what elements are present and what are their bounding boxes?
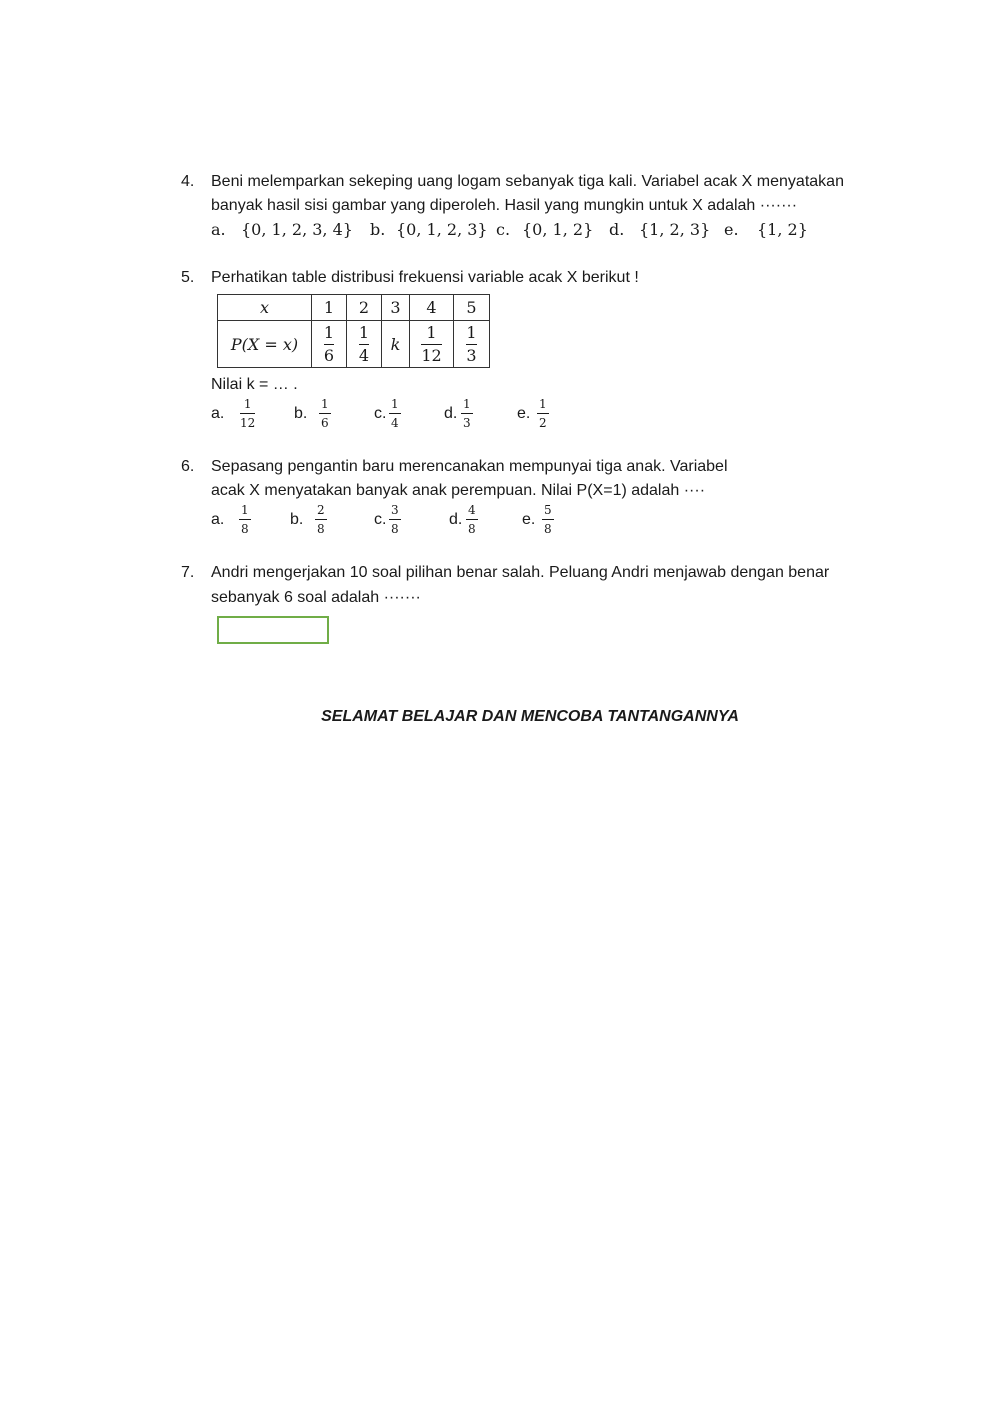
fraction-numerator: 1: [358, 323, 370, 342]
q5-option-c-fraction: [389, 398, 401, 430]
table-cell-x: 3: [382, 295, 410, 321]
q5-option-b-fraction: [319, 398, 331, 430]
table-cell-x: 5: [454, 295, 490, 321]
fraction-numerator: 1: [323, 323, 335, 342]
q6-option-d-letter: d.: [449, 511, 463, 528]
q6-option-e-fraction: [542, 504, 554, 536]
fraction-denominator: 3: [466, 346, 477, 365]
fraction-numerator: 2: [317, 503, 325, 517]
closing-message: SELAMAT BELAJAR DAN MENCOBA TANTANGANNYA: [321, 708, 739, 725]
q6-option-b-letter: b.: [290, 511, 304, 528]
fraction-denominator: 3: [463, 416, 471, 430]
fraction-denominator: 8: [391, 522, 399, 536]
fraction-denominator: 4: [391, 416, 399, 430]
fraction-denominator: 8: [317, 522, 325, 536]
q6-option-b-fraction: [315, 504, 327, 536]
q6-option-e-letter: e.: [522, 511, 536, 528]
q4-option-d-value: {1, 2, 3}: [639, 220, 711, 239]
q5-option-d-fraction: [461, 398, 473, 430]
q5-prompt: Nilai k = … .: [211, 376, 298, 393]
fraction-denominator: 12: [421, 346, 442, 365]
q7-answer-input[interactable]: [217, 616, 329, 644]
q6-option-c-letter: c.: [374, 511, 387, 528]
table-cell-p: [347, 321, 382, 368]
q6-option-a-letter: a.: [211, 511, 225, 528]
table-row-p: [218, 321, 490, 368]
fraction-denominator: 8: [544, 522, 552, 536]
fraction-numerator: 5: [544, 503, 552, 517]
fraction-numerator: 1: [243, 397, 252, 411]
q4-option-a-value: {0, 1, 2, 3, 4}: [241, 220, 353, 239]
q7-number: 7.: [181, 564, 195, 581]
q5-text-line1: Perhatikan table distribusi frekuensi variable acak X berikut !: [211, 269, 639, 286]
fraction-denominator: 8: [468, 522, 476, 536]
q6-option-d-fraction: [466, 504, 478, 536]
q4-number: 4.: [181, 173, 195, 190]
table-cell-p: [410, 321, 454, 368]
q4-option-c-value: {0, 1, 2}: [522, 220, 594, 239]
fraction-denominator: 4: [358, 346, 370, 365]
q5-option-e-letter: e.: [517, 405, 531, 422]
q6-option-c-fraction: [389, 504, 401, 536]
fraction-numerator: 1: [463, 397, 471, 411]
fraction-numerator: 1: [391, 397, 399, 411]
q5-number: 5.: [181, 269, 195, 286]
q5-option-b-letter: b.: [294, 405, 308, 422]
fraction-denominator: 12: [240, 416, 256, 430]
distribution-table: [217, 294, 490, 368]
q4-text-line1: Beni melemparkan sekeping uang logam sebanyak tiga kali. Variabel acak X menyatakan: [211, 173, 844, 190]
q5-option-a-fraction: [240, 398, 255, 430]
fraction-numerator: 3: [391, 503, 399, 517]
q5-option-c-letter: c.: [374, 405, 387, 422]
fraction-numerator: 1: [241, 503, 249, 517]
q5-option-a-letter: a.: [211, 405, 225, 422]
q6-text-line1: Sepasang pengantin baru merencanakan mempunyai tiga anak. Variabel: [211, 458, 728, 475]
fraction-denominator: 8: [241, 522, 249, 536]
fraction-numerator: 1: [466, 323, 477, 342]
q7-text-line1: Andri mengerjakan 10 soal pilihan benar salah. Peluang Andri menjawab dengan benar: [211, 564, 830, 581]
table-header-x: x: [218, 295, 312, 321]
q4-option-a-letter: a.: [211, 220, 226, 239]
q6-number: 6.: [181, 458, 195, 475]
q4-option-e-letter: e.: [724, 220, 739, 239]
q4-option-e-value: {1, 2}: [757, 220, 808, 239]
table-header-p: P(X = x): [218, 321, 312, 368]
table-cell-p-k: k: [382, 321, 410, 368]
q4-option-c-letter: c.: [496, 220, 511, 239]
fraction-numerator: 4: [468, 503, 476, 517]
q4-option-b-letter: b.: [370, 220, 386, 239]
table-cell-x: 2: [347, 295, 382, 321]
table-cell-x: 1: [312, 295, 347, 321]
table-cell-x: 4: [410, 295, 454, 321]
table-cell-p: [454, 321, 490, 368]
q6-option-a-fraction: [239, 504, 251, 536]
fraction-numerator: 1: [321, 397, 329, 411]
q4-text-line2: banyak hasil sisi gambar yang diperoleh. Hasil yang mungkin untuk X adalah ·······: [211, 197, 798, 214]
q4-option-d-letter: d.: [609, 220, 625, 239]
fraction-denominator: 6: [321, 416, 329, 430]
q7-text-line2: sebanyak 6 soal adalah ·······: [211, 589, 421, 606]
fraction-denominator: 2: [539, 416, 547, 430]
fraction-denominator: 6: [323, 346, 335, 365]
fraction-numerator: 1: [539, 397, 547, 411]
fraction-numerator: 1: [426, 323, 437, 342]
q6-text-line2: acak X menyatakan banyak anak perempuan. Nilai P(X=1) adalah ····: [211, 482, 706, 499]
q5-option-e-fraction: [537, 398, 549, 430]
table-row-x: [218, 295, 490, 321]
table-cell-p: [312, 321, 347, 368]
q5-option-d-letter: d.: [444, 405, 458, 422]
q4-option-b-value: {0, 1, 2, 3}: [396, 220, 488, 239]
